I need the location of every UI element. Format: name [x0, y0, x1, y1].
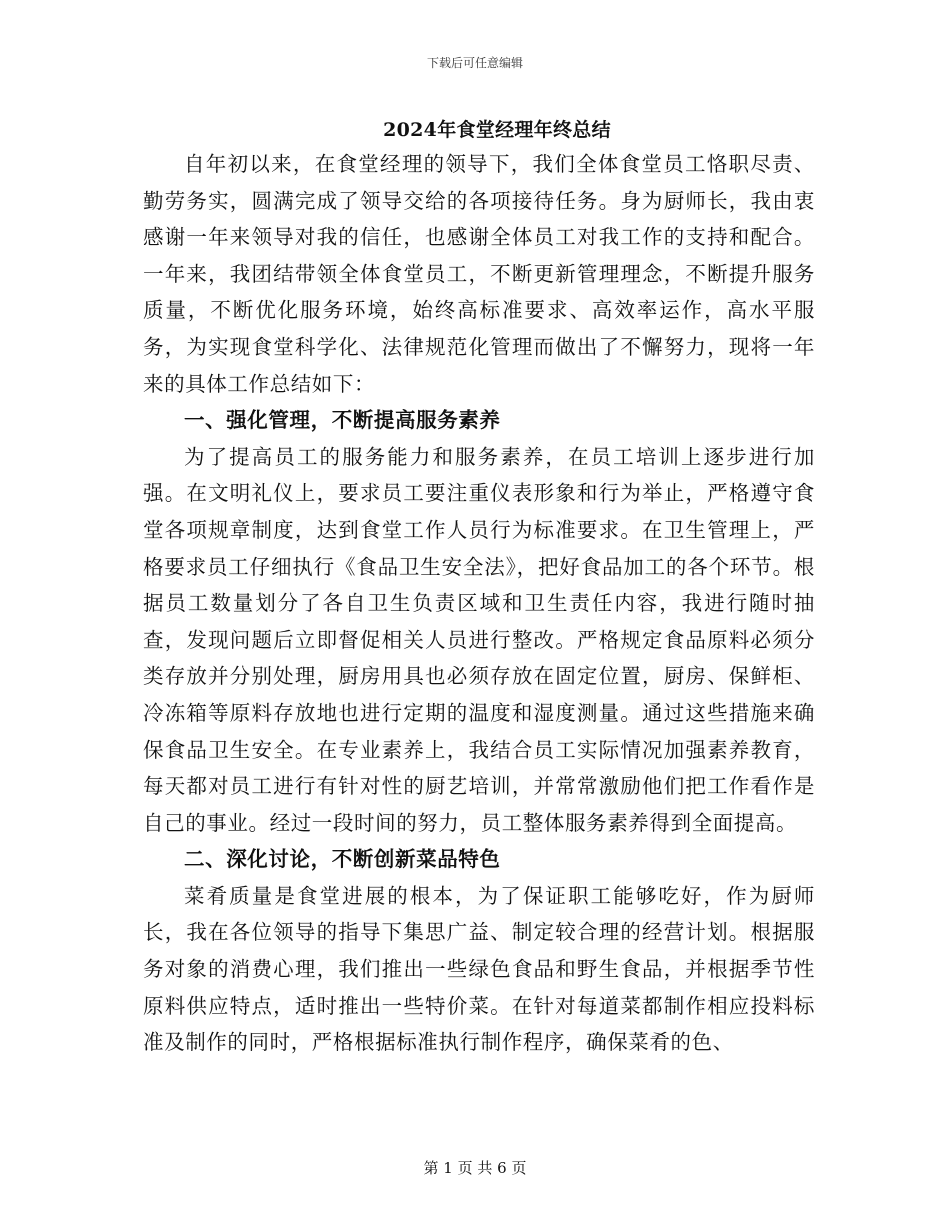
header-note: 下载后可任意编辑	[426, 56, 523, 70]
page-footer: 第 1 页 共 6 页	[423, 1159, 527, 1177]
section-1-paragraph: 为了提高员工的服务能力和服务素养，在员工培训上逐步进行加强。在文明礼仪上，要求员工要注重仪表形象和行为举止，严格遵守食堂各项规章制度，达到食堂工作人员行为标准要求。在卫生管理上，严格要求员工仔细执行《食品卫生安全法》，把好食品加工的各个环节。根据员工数量划分了各自卫生负责区域和卫生责任内容，我进行随时抽查，发现问题后立即督促相关人员进行整改。严格规定食品原料必须分类存放并分别处理，厨房用具也必须存放在固定位置，厨房、保鲜柜、冷冻箱等原料存放地也进行定期的温度和湿度测量。通过这些措施来确保食品卫生安全。在专业素养上，我结合员工实际情况加强素养教育，每天都对员工进行有针对性的厨艺培训，并常常激励他们把工作看作是自己的事业。经过一段时间的努力，员工整体服务素养得到全面提高。	[143, 444, 815, 835]
section-2-heading: 二、深化讨论，不断创新菜品特色	[184, 847, 501, 872]
intro-paragraph: 自年初以来，在食堂经理的领导下，我们全体食堂员工恪职尽责、勤劳务实，圆满完成了领导交给的各项接待任务。身为厨师长，我由衷感谢一年来领导对我的信任，也感谢全体员工对我工作的支持和配合。一年来，我团结带领全体食堂员工，不断更新管理理念，不断提升服务质量，不断优化服务环境，始终高标准要求、高效率运作，高水平服务，为实现食堂科学化、法律规范化管理而做出了不懈努力，现将一年来的具体工作总结如下：	[143, 152, 815, 396]
document-body	[143, 146, 815, 1061]
section-1-heading: 一、强化管理，不断提高服务素养	[184, 408, 501, 433]
document-title: 2024年食堂经理年终总结	[383, 119, 611, 141]
section-2-paragraph: 菜肴质量是食堂进展的根本，为了保证职工能够吃好，作为厨师长，我在各位领导的指导下集思广益、制定较合理的经营计划。根据服务对象的消费心理，我们推出一些绿色食品和野生食品，并根据季节性原料供应特点，适时推出一些特价菜。在针对每道菜都制作相应投料标准及制作的同时，严格根据标准执行制作程序，确保菜肴的色、	[143, 883, 815, 1055]
